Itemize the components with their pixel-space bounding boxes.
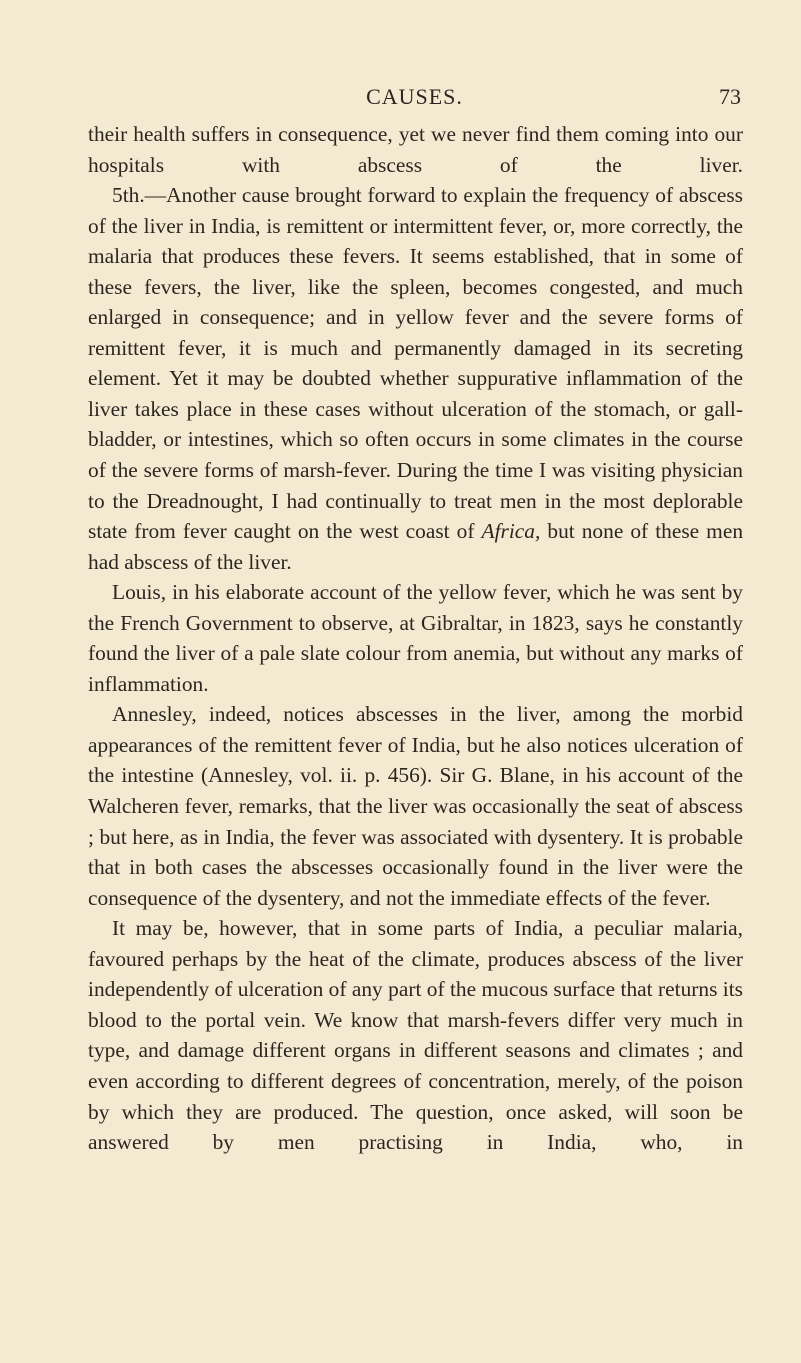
italic-term: Africa, bbox=[481, 519, 541, 544]
body-text bbox=[88, 119, 743, 1158]
paragraph-louis bbox=[88, 577, 743, 699]
running-head bbox=[88, 84, 741, 110]
paragraph-india-malaria bbox=[88, 913, 743, 1157]
paragraph-5th-cause bbox=[88, 180, 743, 577]
running-title: CAUSES. bbox=[366, 84, 463, 109]
paragraph-annesley bbox=[88, 699, 743, 913]
paragraph-text: Annesley, indeed, notices abscesses in the liver, among the morbid appearances of the remittent fever of India, but he also notices ulceration of the intestine (Annesley, vol. ii. p. 456). Sir G. Blane, in his account of the Walcheren fever, remarks, that the liver was occasionally the seat of abscess ; but here, as in India, the fever was associated with dysentery. It is probable that in both cases the abscesses occasionally found in the liver were the consequence of the dysentery, and not the immediate effects of the fever. bbox=[88, 702, 743, 910]
paragraph-text: Louis, in his elaborate account of the yellow fever, which he was sent by the French Government to observe, at Gibraltar, in 1823, says he constantly found the liver of a pale slate colour from anemia, but without any marks of inflammation. bbox=[88, 580, 743, 696]
page-number: 73 bbox=[719, 84, 741, 109]
paragraph-text: It may be, however, that in some parts of India, a peculiar malaria, favoured perhaps by the heat of the climate, produces abscess of the liver independently of ulceration of any part of the mucous surface that returns its blood to the portal vein. We know that marsh-fevers differ very much in type, and damage different organs in different seasons and climates ; and even according to different degrees of concentration, merely, of the poison by which they are produced. The question, once asked, will soon be answered by men practising in India, who, in bbox=[88, 916, 743, 1155]
paragraph-text: but none of these men had abscess of the liver. bbox=[88, 519, 744, 574]
paragraph-continuation bbox=[88, 119, 743, 180]
paragraph-text: their health suffers in consequence, yet we never find them coming into our hospitals with abscess of the liver. bbox=[88, 122, 743, 177]
paragraph-text: 5th.—Another cause brought forward to explain the frequency of abscess of the liver in India, is remittent or intermittent fever, or, more correctly, the malaria that produces these fevers. It seems established, that in some of these fevers, the liver, like the spleen, becomes congested, and much enlarged in consequence; and in yellow fever and the severe forms of remittent fever, it is much and permanently damaged in its secreting element. Yet it may be doubted whether suppurative inflammation of the liver takes place in these cases without ulceration of the stomach, or gall-bladder, or intestines, which so often occurs in some climates in the course of the severe forms of marsh-fever. During the time I was visiting physician to the Dreadnought, I had continually to treat men in the most deplorable state from fever caught on the west coast of bbox=[88, 183, 743, 544]
